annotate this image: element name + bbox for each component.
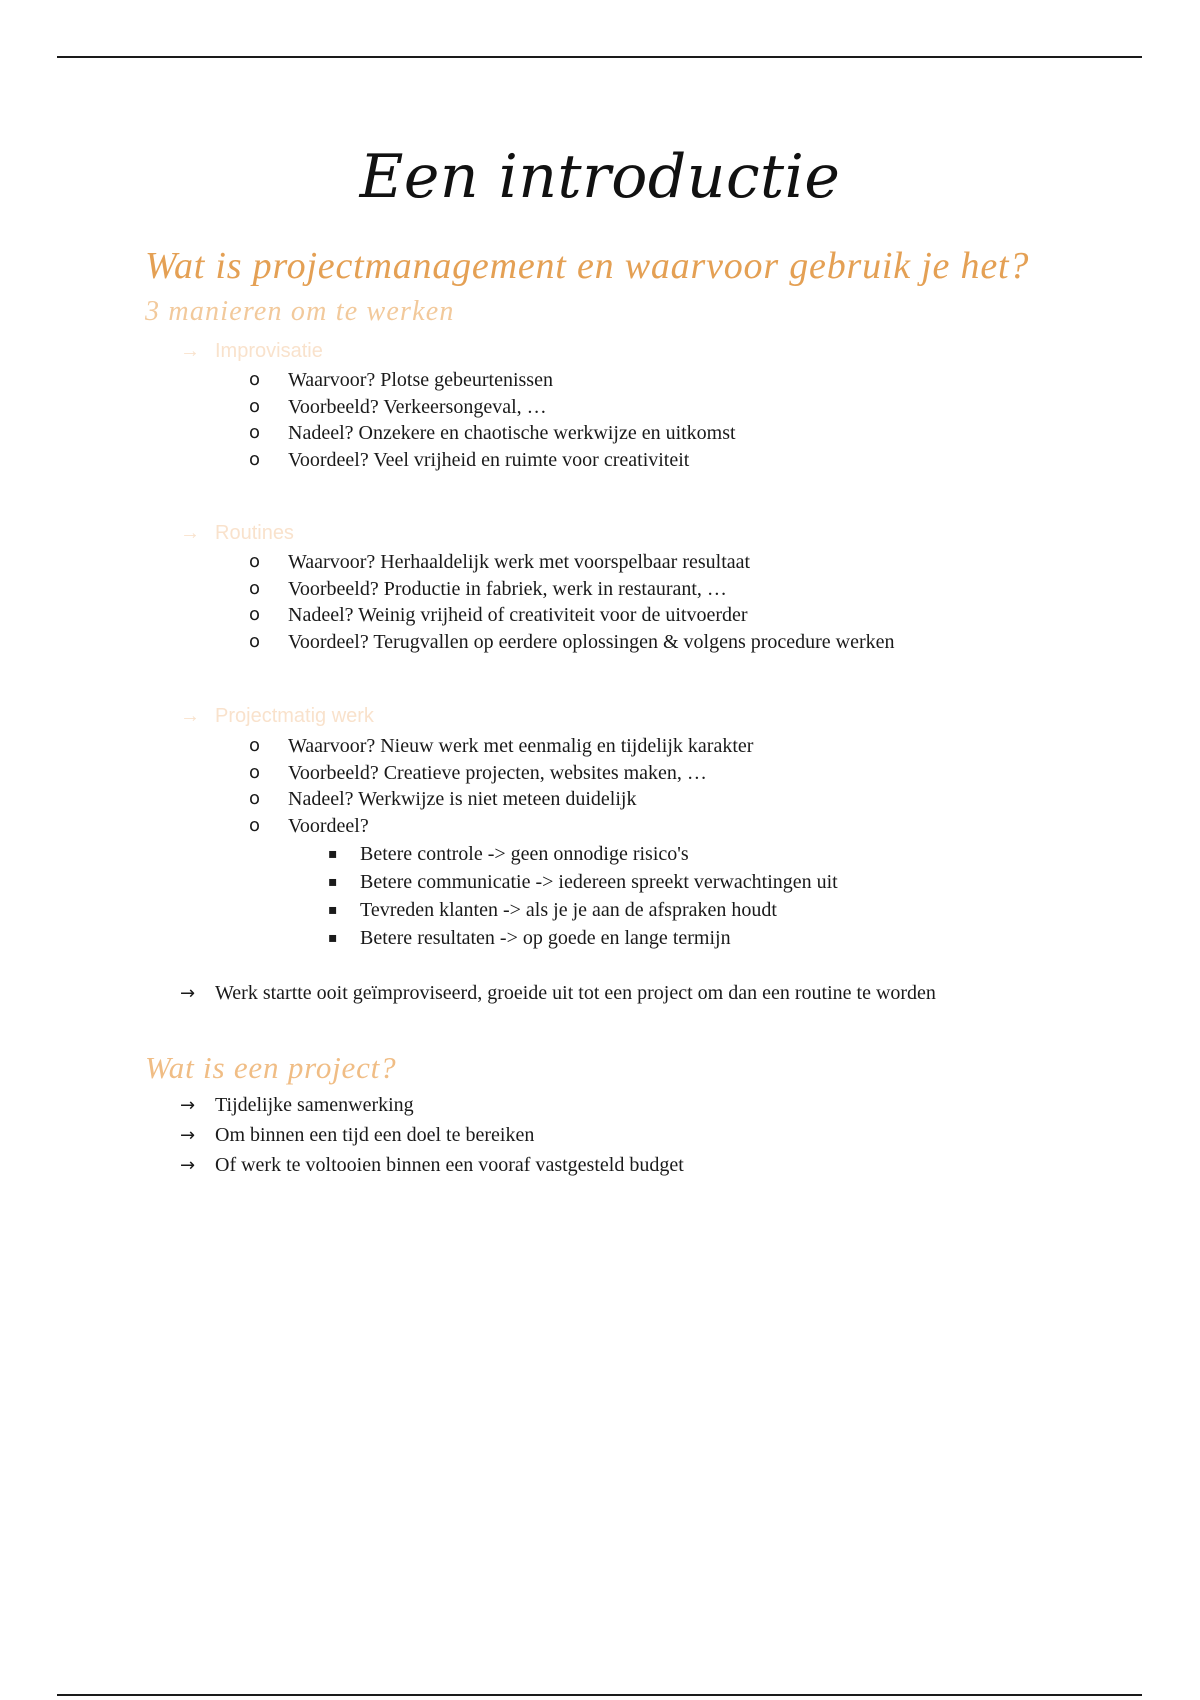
list-item: o Voordeel? Veel vrijheid en ruimte voor creativiteit [288, 447, 736, 474]
voordeel-sublist [328, 840, 838, 952]
subheading-improvisatie [180, 340, 323, 363]
list-item: o Voorbeeld? Verkeersongeval, … [288, 394, 736, 421]
list-item: ▪ Betere resultaten -> op goede en lange termijn [360, 924, 838, 952]
list-item: o Voordeel? Terugvallen op eerdere oplossingen & volgens procedure werken [288, 629, 895, 656]
arrow-icon: → [180, 340, 200, 362]
page-title: Een introductie [359, 142, 841, 212]
square-bullet-icon: ▪ [328, 902, 338, 918]
heading-3-manieren: 3 manieren om te werken [145, 296, 455, 327]
arrow-icon: → [180, 1125, 196, 1146]
list-item: o Waarvoor? Plotse gebeurtenissen [288, 367, 736, 394]
subheading-projectmatig-werk [180, 705, 374, 728]
bottom-rule [57, 1694, 1142, 1696]
circle-bullet-icon: o [249, 604, 261, 625]
circle-bullet-icon: o [249, 577, 261, 599]
list-item: ▪ Tevreden klanten -> als je je aan de afspraken houdt [360, 896, 838, 924]
top-rule [57, 56, 1142, 58]
list-item: ▪ Betere controle -> geen onnodige risico's [360, 840, 838, 868]
circle-bullet-icon: o [249, 395, 261, 417]
circle-bullet-icon: o [249, 448, 261, 470]
circle-bullet-icon: o [249, 551, 261, 572]
arrow-icon: → [180, 1155, 196, 1176]
improvisatie-list [249, 367, 736, 473]
list-item: o Voorbeeld? Productie in fabriek, werk in restaurant, … [288, 576, 895, 603]
list-item: → Tijdelijke samenwerking [180, 1090, 684, 1120]
list-item: o Nadeel? Weinig vrijheid of creativiteit voor de uitvoerder [288, 602, 895, 629]
circle-bullet-icon: o [249, 814, 261, 836]
summary-line: → Werk startte ooit geïmproviseerd, groeide uit tot een project om dan een routine te worden [180, 982, 936, 1004]
list-item: o Waarvoor? Herhaaldelijk werk met voorspelbaar resultaat [288, 549, 895, 576]
arrow-icon: → [180, 983, 196, 1004]
subheading-label: Improvisatie [215, 340, 323, 362]
projectmatig-list [249, 733, 754, 839]
list-item: o Nadeel? Werkwijze is niet meteen duidelijk [288, 786, 753, 813]
routines-list [249, 549, 895, 655]
circle-bullet-icon: o [249, 788, 261, 809]
square-bullet-icon: ▪ [328, 874, 338, 890]
circle-bullet-icon: o [249, 422, 261, 443]
square-bullet-icon: ▪ [328, 930, 338, 946]
circle-bullet-icon: o [249, 735, 261, 756]
subheading-label: Routines [215, 522, 294, 544]
arrow-icon: → [180, 705, 200, 727]
list-item: o Voordeel? [288, 813, 753, 840]
subheading-label: Projectmatig werk [215, 705, 374, 727]
heading-wat-is-een-project: Wat is een project? [145, 1050, 397, 1085]
subheading-routines [180, 522, 294, 545]
circle-bullet-icon: o [249, 369, 261, 390]
square-bullet-icon: ▪ [328, 846, 338, 862]
list-item: o Voorbeeld? Creatieve projecten, websites maken, … [288, 760, 753, 787]
arrow-icon: → [180, 522, 200, 544]
project-points-list [180, 1090, 684, 1180]
list-item: → Of werk te voltooien binnen een vooraf vastgesteld budget [180, 1150, 684, 1180]
list-item: o Nadeel? Onzekere en chaotische werkwijze en uitkomst [288, 420, 736, 447]
heading-projectmanagement: Wat is projectmanagement en waarvoor gebruik je het? [145, 245, 1030, 287]
list-item: ▪ Betere communicatie -> iedereen spreekt verwachtingen uit [360, 868, 838, 896]
circle-bullet-icon: o [249, 761, 261, 783]
arrow-icon: → [180, 1095, 196, 1116]
list-item: → Om binnen een tijd een doel te bereiken [180, 1120, 684, 1150]
circle-bullet-icon: o [249, 630, 261, 652]
list-item: o Waarvoor? Nieuw werk met eenmalig en tijdelijk karakter [288, 733, 753, 760]
